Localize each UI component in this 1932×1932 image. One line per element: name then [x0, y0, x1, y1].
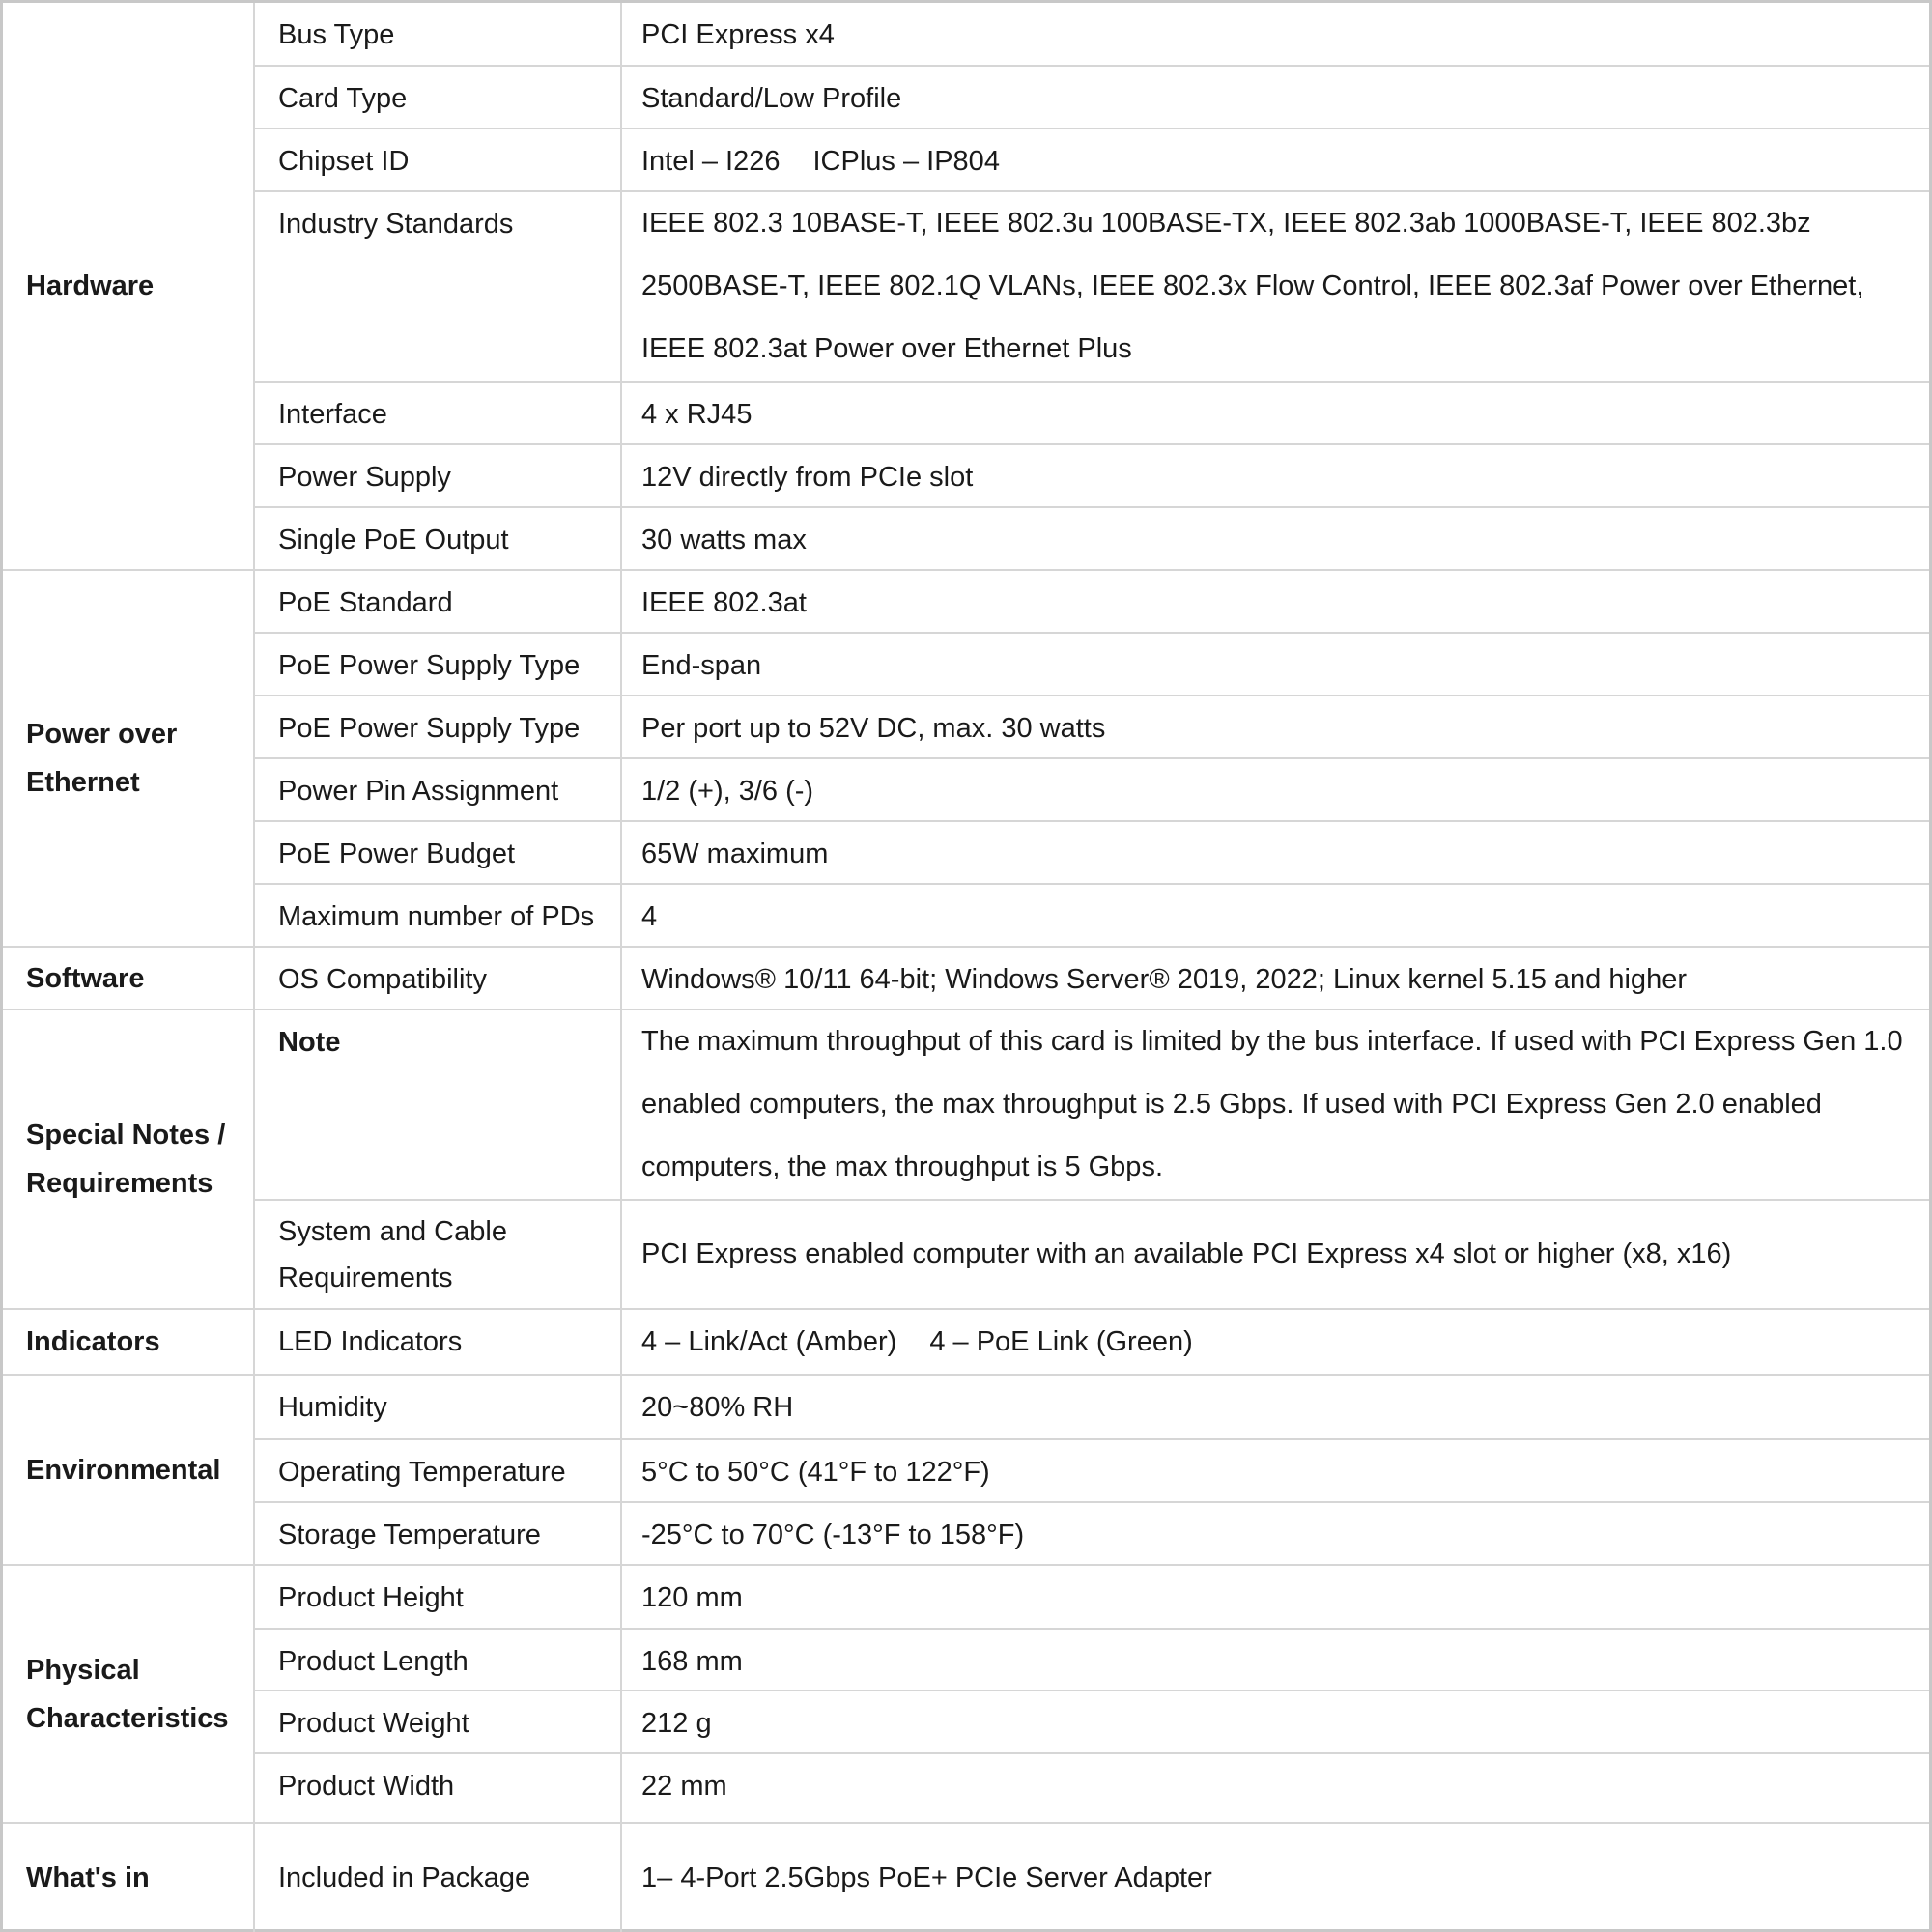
group-whats-in: What's in — [3, 1823, 254, 1932]
table-row — [3, 66, 1929, 128]
row-label: Storage Temperature — [254, 1502, 621, 1565]
row-value: Per port up to 52V DC, max. 30 watts — [621, 696, 1929, 758]
chipset-icplus: ICPlus – IP804 — [812, 146, 1000, 177]
table-row — [3, 1009, 1929, 1200]
table-row — [3, 947, 1929, 1009]
row-label: Chipset ID — [254, 128, 621, 191]
row-value: -25°C to 70°C (-13°F to 158°F) — [621, 1502, 1929, 1565]
row-value: 212 g — [621, 1690, 1929, 1753]
row-label: Maximum number of PDs — [254, 884, 621, 947]
row-value: The maximum throughput of this card is limited by the bus interface. If used with PCI Express Gen 1.0 enabled computers, the max throughput is 2.5 Gbps. If used with PCI Express Gen 2.0 enabled computers, the max throughput is 5 Gbps. — [621, 1009, 1929, 1200]
row-label: PoE Power Budget — [254, 821, 621, 884]
table-row — [3, 633, 1929, 696]
table-row — [3, 444, 1929, 507]
table-row — [3, 1823, 1929, 1932]
row-value: IEEE 802.3at — [621, 570, 1929, 633]
table-row — [3, 382, 1929, 444]
table-row — [3, 1309, 1929, 1375]
table-row — [3, 1375, 1929, 1439]
led-link-act: 4 – Link/Act (Amber) — [641, 1326, 897, 1357]
row-value: 5°C to 50°C (41°F to 122°F) — [621, 1439, 1929, 1502]
group-physical-characteristics: Physical Characteristics — [3, 1565, 254, 1823]
table-row — [3, 3, 1929, 66]
row-label: OS Compatibility — [254, 947, 621, 1009]
row-label: LED Indicators — [254, 1309, 621, 1375]
row-label: PoE Standard — [254, 570, 621, 633]
spec-table — [3, 3, 1929, 1932]
table-row — [3, 128, 1929, 191]
row-label: Product Length — [254, 1629, 621, 1690]
table-row — [3, 1629, 1929, 1690]
row-label: Power Pin Assignment — [254, 758, 621, 821]
table-row — [3, 191, 1929, 382]
row-label: Card Type — [254, 66, 621, 128]
table-row — [3, 884, 1929, 947]
table-row — [3, 1565, 1929, 1629]
row-value: Standard/Low Profile — [621, 66, 1929, 128]
row-value: 120 mm — [621, 1565, 1929, 1629]
row-value: 20~80% RH — [621, 1375, 1929, 1439]
row-value: 168 mm — [621, 1629, 1929, 1690]
row-value: PCI Express enabled computer with an available PCI Express x4 slot or higher (x8, x16) — [621, 1200, 1929, 1309]
group-special-notes: Special Notes / Requirements — [3, 1009, 254, 1309]
row-label: Included in Package — [254, 1823, 621, 1932]
row-value — [621, 1309, 1929, 1375]
row-label: Note — [254, 1009, 621, 1200]
led-poe-link: 4 – PoE Link (Green) — [929, 1326, 1193, 1357]
row-label: System and Cable Requirements — [254, 1200, 621, 1309]
row-label: Product Width — [254, 1753, 621, 1823]
row-value: 4 x RJ45 — [621, 382, 1929, 444]
row-label: Humidity — [254, 1375, 621, 1439]
group-indicators: Indicators — [3, 1309, 254, 1375]
row-value: 1– 4-Port 2.5Gbps PoE+ PCIe Server Adapter — [621, 1823, 1929, 1932]
row-value: 30 watts max — [621, 507, 1929, 570]
row-value: Windows® 10/11 64-bit; Windows Server® 2019, 2022; Linux kernel 5.15 and higher — [621, 947, 1929, 1009]
row-value: IEEE 802.3 10BASE-T, IEEE 802.3u 100BASE-TX, IEEE 802.3ab 1000BASE-T, IEEE 802.3bz 2500BASE-T, IEEE 802.1Q VLANs, IEEE 802.3x Flow Control, IEEE 802.3af Power over Ethernet, IEEE 802.3at Power over Ethernet Plus — [621, 191, 1929, 382]
table-row — [3, 1753, 1929, 1823]
table-row — [3, 570, 1929, 633]
row-label: Product Height — [254, 1565, 621, 1629]
row-label: Bus Type — [254, 3, 621, 66]
row-value — [621, 128, 1929, 191]
chipset-intel: Intel – I226 — [641, 146, 781, 177]
row-value: 4 — [621, 884, 1929, 947]
row-value: 65W maximum — [621, 821, 1929, 884]
row-value: 12V directly from PCIe slot — [621, 444, 1929, 507]
table-row — [3, 758, 1929, 821]
row-value: 22 mm — [621, 1753, 1929, 1823]
table-row — [3, 1690, 1929, 1753]
table-row — [3, 696, 1929, 758]
row-label: Operating Temperature — [254, 1439, 621, 1502]
row-value: 1/2 (+), 3/6 (-) — [621, 758, 1929, 821]
row-label: PoE Power Supply Type — [254, 633, 621, 696]
table-row — [3, 507, 1929, 570]
row-label: Single PoE Output — [254, 507, 621, 570]
row-value: End-span — [621, 633, 1929, 696]
row-label: Interface — [254, 382, 621, 444]
table-row — [3, 1200, 1929, 1309]
row-value: PCI Express x4 — [641, 19, 835, 50]
group-power-over-ethernet: Power over Ethernet — [3, 570, 254, 947]
group-hardware: Hardware — [3, 3, 254, 570]
table-row — [3, 1502, 1929, 1565]
group-software: Software — [3, 947, 254, 1009]
table-row — [3, 1439, 1929, 1502]
group-environmental: Environmental — [3, 1375, 254, 1565]
table-row — [3, 821, 1929, 884]
row-label: PoE Power Supply Type — [254, 696, 621, 758]
row-label: Product Weight — [254, 1690, 621, 1753]
row-label: Power Supply — [254, 444, 621, 507]
row-label: Industry Standards — [254, 191, 621, 382]
